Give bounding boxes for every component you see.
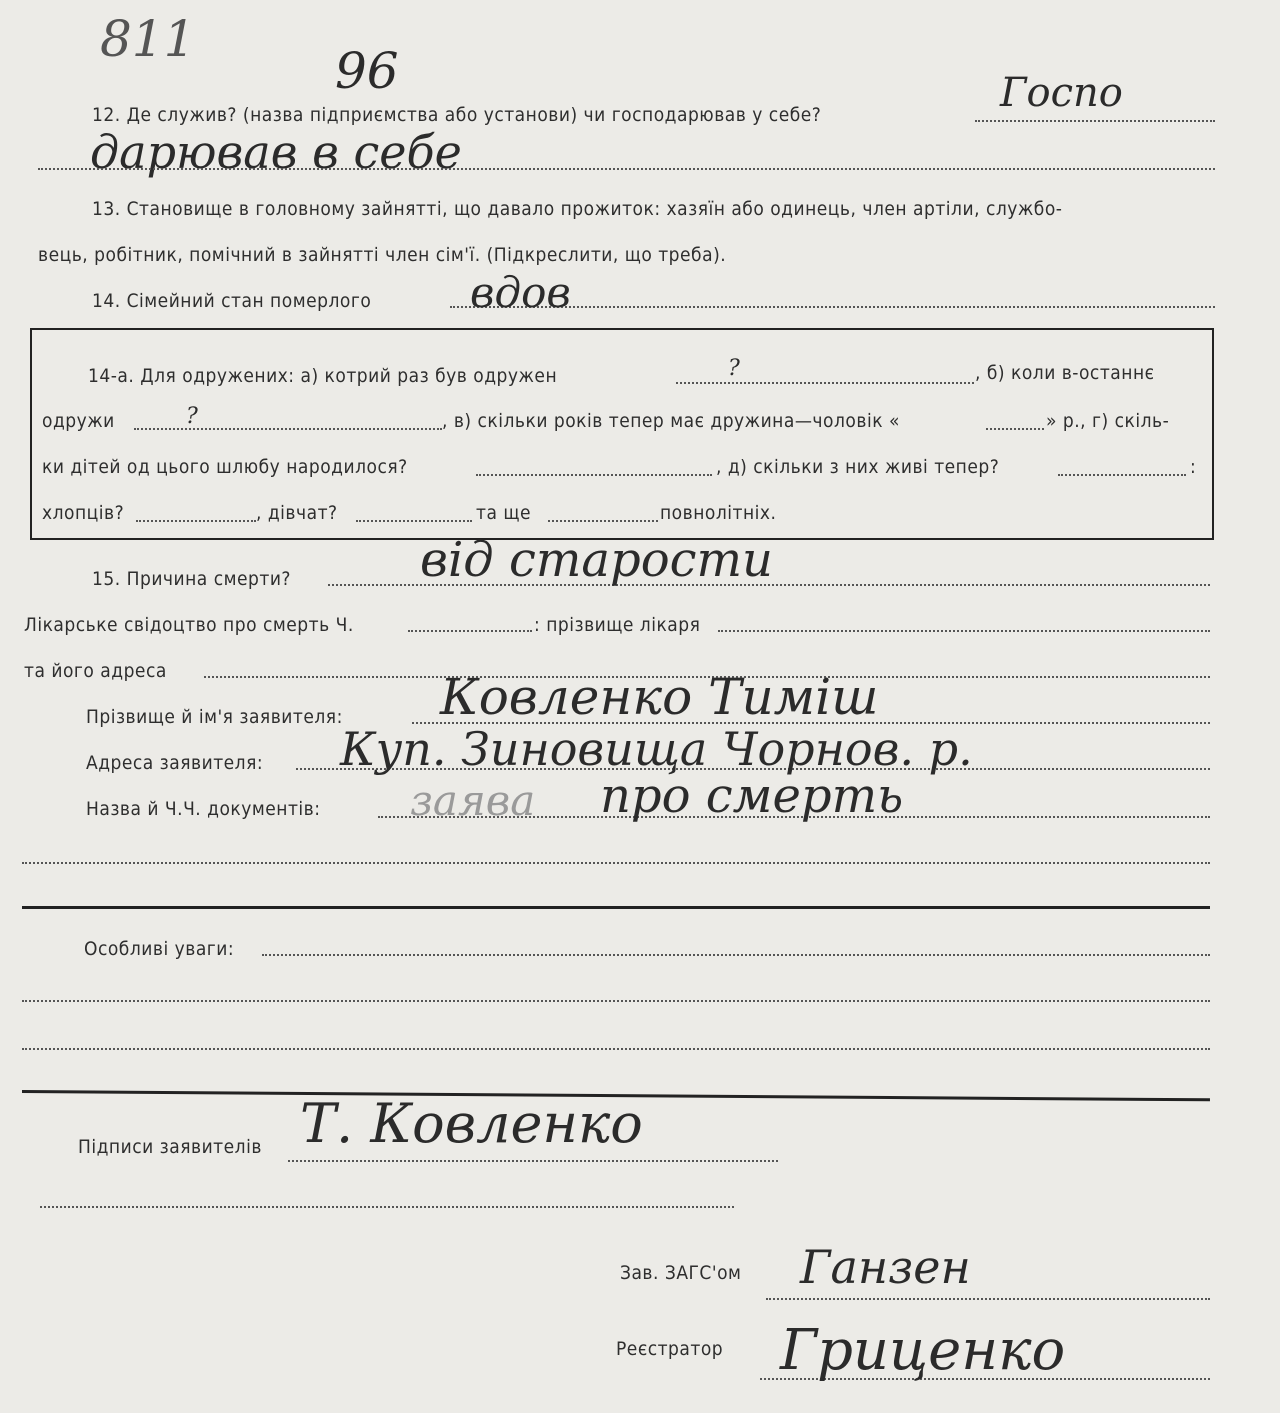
- q13-line1: 13. Становище в головному зайнятті, що давало прожиток: хазяїн або одинець, член артіли, службо-: [92, 198, 1063, 220]
- notes-label: Особливі уваги:: [84, 938, 235, 960]
- q14a-line2-dots: [134, 428, 442, 430]
- q12-answer-line2: дарював в себе: [90, 125, 462, 179]
- q14a-line4-c: та ще: [476, 502, 531, 524]
- q12-dotted-line-2: [38, 168, 1215, 170]
- notes-dots3: [22, 1048, 1210, 1050]
- q14a-line4-a: хлопців?: [42, 502, 125, 524]
- medical-dots2: [718, 630, 1210, 632]
- separator-rule-1: [22, 906, 1210, 909]
- q14a-line1-a: 14-а. Для одружених: а) котрий раз був одружен: [88, 365, 558, 387]
- q14a-line2-years: [986, 428, 1044, 430]
- q14a-line2-a: одружи: [42, 410, 115, 432]
- q14a-line4-d: повнолітніх.: [660, 502, 777, 524]
- q14a-line2-val: ?: [186, 404, 198, 429]
- q14a-line4-dots3: [548, 520, 658, 522]
- q14-label: 14. Сімейний стан померлого: [92, 290, 372, 312]
- zags-head-label: Зав. ЗАГС'ом: [620, 1262, 742, 1284]
- registrar-signature: Гриценко: [780, 1318, 1066, 1383]
- q14a-line3-dots2: [1058, 474, 1186, 476]
- notes-dots2: [22, 1000, 1210, 1002]
- applicant-docs-label: Назва й Ч.Ч. документів:: [86, 798, 321, 820]
- q15-label: 15. Причина смерти?: [92, 568, 292, 590]
- margin-number: 96: [335, 42, 399, 100]
- q14a-line1-b: , б) коли в-останнє: [975, 362, 1155, 384]
- registrar-label: Реєстратор: [616, 1338, 724, 1360]
- q14a-line4-b: , дівчат?: [256, 502, 338, 524]
- zags-head-signature: Ганзен: [800, 1240, 971, 1294]
- signatures-dots: [288, 1160, 778, 1162]
- q14a-line1-dots: [676, 382, 974, 384]
- q12-answer-line1: Госпо: [1000, 70, 1123, 116]
- signatures-value: Т. Ковленко: [300, 1092, 643, 1155]
- q14a-line4-dots2: [356, 520, 472, 522]
- q14a-line3-b: , д) скільки з них живі тепер?: [716, 456, 1000, 478]
- zags-head-dots: [766, 1298, 1210, 1300]
- applicant-docs-value-faint: заява: [410, 776, 536, 825]
- blank-dots-1: [22, 862, 1210, 864]
- medical-dots1: [408, 630, 532, 632]
- q15-answer: від старости: [420, 532, 773, 588]
- q13-line2: вець, робітник, помічний в зайнятті член сім'ї. (Підкреслити, що треба).: [38, 244, 727, 266]
- applicant-address-label: Адреса заявителя:: [86, 752, 264, 774]
- q14a-line2-c: » р., г) скіль-: [1046, 410, 1170, 432]
- q12-label: 12. Де служив? (назва підприємства або установи) чи господарював у себе?: [92, 104, 822, 126]
- q14a-line3-c: :: [1190, 456, 1197, 478]
- q14-answer: вдов: [470, 268, 571, 317]
- q14a-line1-val: ?: [728, 356, 740, 381]
- q14a-line4-dots1: [136, 520, 256, 522]
- medical-label-c: та його адреса: [24, 660, 167, 682]
- applicant-name-value: Ковленко Тиміш: [440, 668, 879, 726]
- medical-label-a: Лікарське свідоцтво про смерть Ч.: [24, 614, 354, 636]
- applicant-name-label: Прізвище й ім'я заявителя:: [86, 706, 343, 728]
- medical-label-b: : прізвище лікаря: [534, 614, 701, 636]
- signatures-label: Підписи заявителів: [78, 1136, 262, 1158]
- archive-mark: 811: [100, 10, 196, 68]
- q12-dotted-line: [975, 120, 1215, 122]
- q14a-line2-b: , в) скільки років тепер має дружина—чоловік «: [442, 410, 900, 432]
- marriage-box: [30, 328, 1214, 540]
- applicant-address-value: Куп. Зиновища Чорнов. р.: [340, 722, 973, 776]
- signatures-dots2: [40, 1206, 734, 1208]
- q14a-line3-a: ки дітей од цього шлюбу народилося?: [42, 456, 408, 478]
- applicant-docs-value: про смерть: [600, 768, 904, 824]
- q14a-line3-dots: [476, 474, 712, 476]
- notes-dots1: [262, 954, 1210, 956]
